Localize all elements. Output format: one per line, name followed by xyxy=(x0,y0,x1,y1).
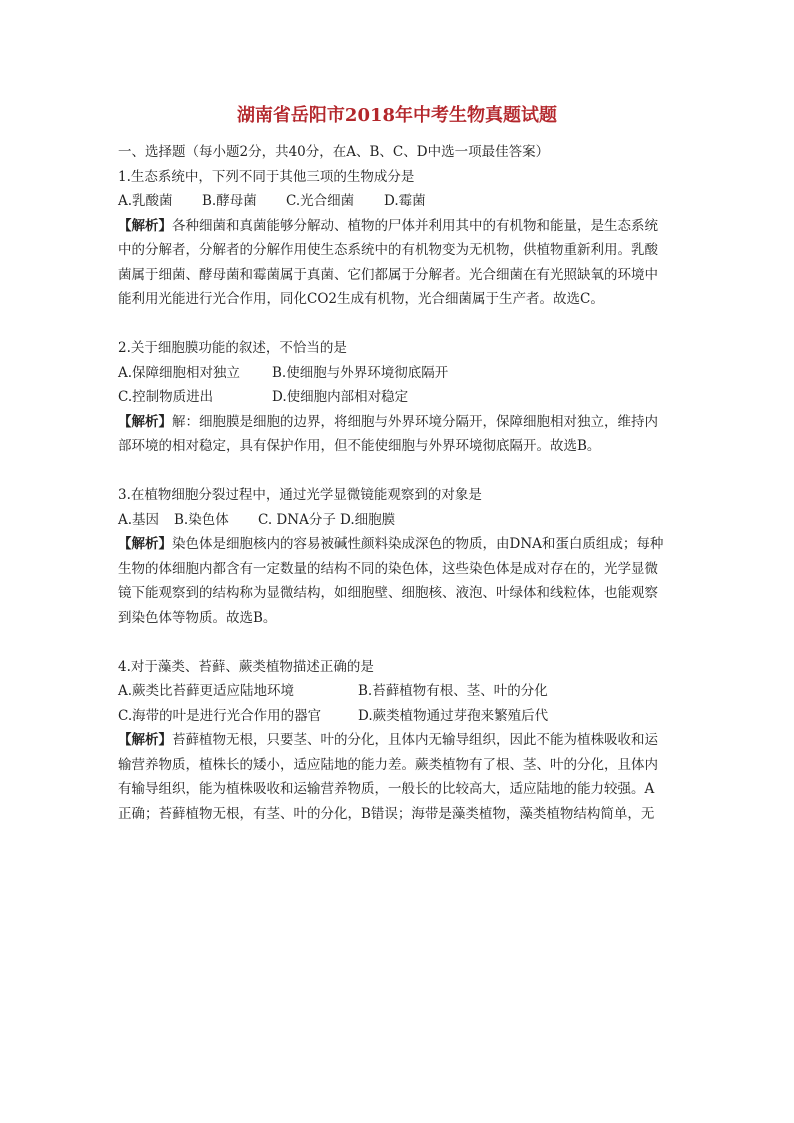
analysis-text: 苔藓植物无根，只要茎、叶的分化，且体内无输导组织，因此不能为植株吸收和运 xyxy=(172,732,658,748)
question-3-analysis xyxy=(118,532,676,557)
option-c: C.光合细菌 xyxy=(286,193,355,209)
option-a: A.蕨类比苔藓更适应陆地环境 xyxy=(118,683,295,699)
option-d: D.霉菌 xyxy=(384,193,426,209)
question-4-options xyxy=(118,679,676,704)
analysis-line: 到染色体等物质。故选B。 xyxy=(118,609,277,626)
question-2-options xyxy=(118,385,676,410)
question-1-options xyxy=(118,189,676,214)
analysis-tag: 【解析】 xyxy=(118,732,172,748)
analysis-line: 正确；苔藓植物无根，有茎、叶的分化，B错误；海带是藻类植物，藻类植物结构简单，无 xyxy=(118,805,655,822)
analysis-text: 染色体是细胞核内的容易被碱性颜料染成深色的物质，由DNA和蛋白质组成；每种 xyxy=(172,536,664,552)
option-b: B.染色体 xyxy=(174,511,229,528)
analysis-line: 部环境的相对稳定，具有保护作用，但不能使细胞与外界环境彻底隔开。故选B。 xyxy=(118,438,601,454)
question-3-stem: 3.在植物细胞分裂过程中，通过光学显微镜能观察到的对象是 xyxy=(118,487,482,503)
analysis-tag: 【解析】 xyxy=(118,536,172,552)
analysis-text: 解：细胞膜是细胞的边界，将细胞与外界环境分隔开，保障细胞相对独立，维持内 xyxy=(172,413,658,430)
question-1-analysis xyxy=(118,214,676,239)
analysis-tag: 【解析】 xyxy=(118,217,172,234)
option-d: D.蕨类植物通过芽孢来繁殖后代 xyxy=(358,707,549,724)
question-2-stem: 2.关于细胞膜功能的叙述，不恰当的是 xyxy=(118,340,347,356)
analysis-tag: 【解析】 xyxy=(118,413,172,430)
option-b: B.使细胞与外界环境彻底隔开 xyxy=(272,364,449,381)
option-a: A.乳酸菌 xyxy=(118,193,173,209)
option-d: D.使细胞内部相对稳定 xyxy=(272,389,409,405)
option-a: A.保障细胞相对独立 xyxy=(118,364,241,381)
analysis-line: 能利用光能进行光合作用，同化CO2生成有机物，光合细菌属于生产者。故选C。 xyxy=(118,291,604,307)
option-d: D.细胞膜 xyxy=(340,511,396,528)
analysis-line: 中的分解者，分解者的分解作用使生态系统中的有机物变为无机物，供植物重新利用。乳酸 xyxy=(118,242,658,258)
analysis-text: 各种细菌和真菌能够分解动、植物的尸体并利用其中的有机物和能量，是生态系统 xyxy=(172,217,658,234)
question-4-options xyxy=(118,704,676,729)
option-c: C.海带的叶是进行光合作用的器官 xyxy=(118,707,322,724)
analysis-line: 输营养物质，植株长的矮小，适应陆地的能力差。蕨类植物有了根、茎、叶的分化，且体内 xyxy=(118,756,658,773)
option-c: C. DNA分子 xyxy=(258,511,336,528)
question-4-analysis xyxy=(118,728,676,753)
analysis-line: 生物的体细胞内都含有一定数量的结构不同的染色体，这些染色体是成对存在的，光学显微 xyxy=(118,560,658,577)
page-title: 湖南省岳阳市2018年中考生物真题试题 xyxy=(236,105,558,126)
question-4-stem: 4.对于藻类、苔藓、蕨类植物描述正确的是 xyxy=(118,658,374,675)
analysis-line: 有输导组织，能为植株吸收和运输营养物质，一般长的比较高大，适应陆地的能力较强。A xyxy=(118,781,655,797)
question-2-options xyxy=(118,361,676,386)
question-1-stem: 1.生态系统中，下列不同于其他三项的生物成分是 xyxy=(118,168,415,185)
section-heading: 一、选择题（每小题2分，共40分，在A、B、C、D中选一项最佳答案） xyxy=(118,144,550,160)
analysis-line: 镜下能观察到的结构称为显微结构，如细胞壁、细胞核、液泡、叶绿体和线粒体，也能观察 xyxy=(118,585,658,601)
option-b: B.酵母菌 xyxy=(202,193,257,209)
option-c: C.控制物质进出 xyxy=(118,389,214,405)
option-b: B.苔藓植物有根、茎、叶的分化 xyxy=(358,683,548,699)
question-3-options xyxy=(118,508,676,533)
analysis-line: 菌属于细菌、酵母菌和霉菌属于真菌、它们都属于分解者。光合细菌在有光照缺氧的环境中 xyxy=(118,266,658,283)
option-a: A.基因 xyxy=(118,511,160,528)
question-2-analysis xyxy=(118,410,676,435)
